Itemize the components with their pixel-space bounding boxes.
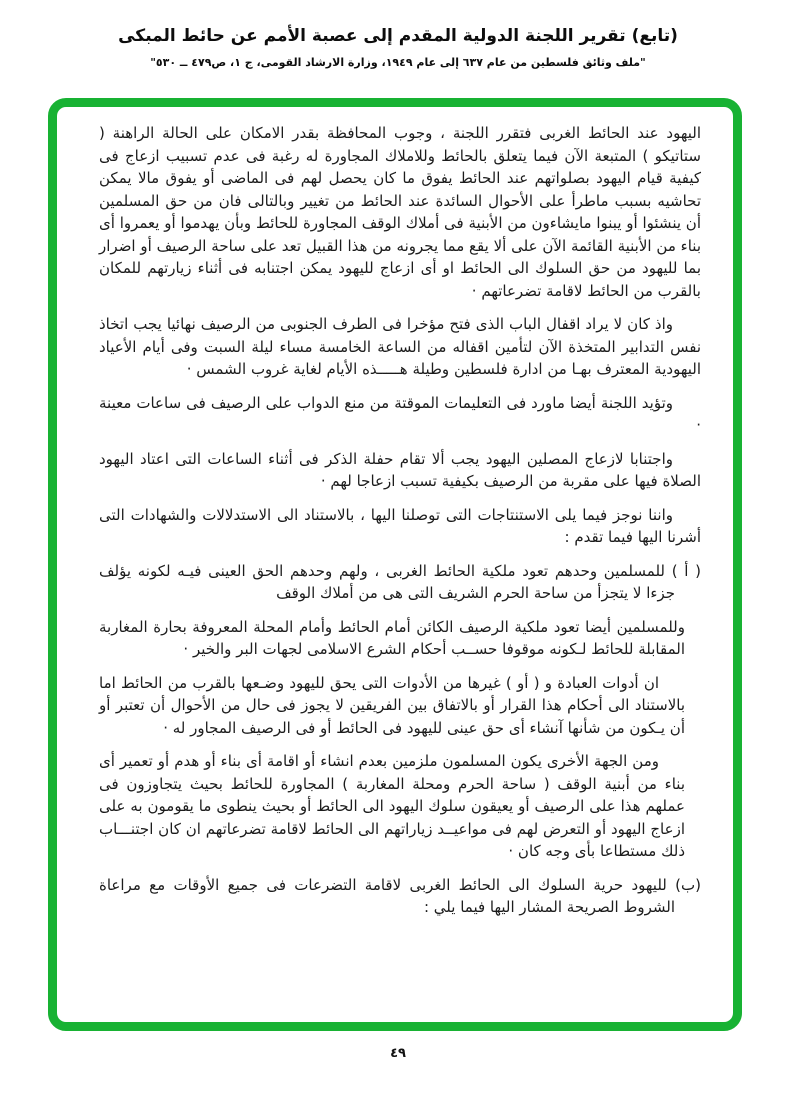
- list-item-a: ( أ ) للمسلمين وحدهم تعود ملكية الحائط الغربى ، ولهم وحدهم الحق العينى فيـه لكونه يؤلف جزءا لا يتجزأ من ساحة الحرم الشريف التى هى من أملاك الوقف: [99, 561, 701, 602]
- paragraph: واننا نوجز فيما يلى الاستنتاجات التى توصلنا اليها ، بالاستناد الى الاستدلالات والشهادات التى أشرنا اليها فيما تقدم :: [99, 505, 701, 546]
- document-title: (تابع) تقرير اللجنة الدولية المقدم إلى عصبة الأمم عن حائط المبكى: [118, 26, 678, 46]
- paragraph: ان أدوات العبادة و ( أو ) غيرها من الأدوات التى يحق لليهود وضـعها بالقرب من الحائط اما بالاستناد الى أحكام هذا القرار أو بالاتفاق بين الفريقين لا يجوز فى حال من الأحوال أن تعتبر أو أن يـكون من شأنها آنشاء أى حق عينى لليهود فى الحائط أو فى الرصيف المجاور له ·: [99, 673, 685, 737]
- page-number: ٤٩: [390, 1046, 406, 1061]
- paragraph: واذ كان لا يراد اقفال الباب الذى فتح مؤخرا فى الطرف الجنوبى من الرصيف نهائيا يجب اتخاذ نفس التدابير المتخذة الآن لتأمين اقفاله من الساعة الخامسة مساء ليلة السبت وفى أيام الأعياد اليهودية المعترف بهـا من ادارة فلسطين وطيلة هـــــذه الأيام لغاية غروب الشمس ·: [99, 315, 701, 378]
- document-subtitle: "ملف وثائق فلسطين من عام ٦٣٧ إلى عام ١٩٤٩، وزارة الارشاد القومى، ج ١، ص٤٧٩ ــ ٥٣٠": [150, 56, 646, 69]
- highlight-frame: [48, 98, 742, 1031]
- paragraph-continuation: اليهود عند الحائط الغربى فتقرر اللجنة ، وجوب المحافظة بقدر الامكان على الحالة الراهنة ( ستاتيكو ) المتبعة الآن فيما يتعلق بالحائط وللاملاك المجاورة له رغبة فى عدم تسبيب ازعاج فى كيفية قيام اليهود بصلواتهم عند الحائط يفوق ما كان يحصل لهم فى الماضى أو يفوق مالا يمكن تحاشيه بسبب ماطرأ على الأحوال السائدة عند الحائط من تغيير وبالتالى فان من حق المسلمين أن ينشئوا أو يبنوا مايشاءون من الأبنية فى أملاك الوقف المجاورة للحائط وبأن يهدموا أو يعمروا أى بناء من الأبنية القائمة الآن على ألا يقع مما يجرونه من هذا القبيل تعد على ساحة الرصيف أو اضرار بما لليهود من حق السلوك الى الحائط او أى ازعاج لليهود يمكن اجتنابه فى أثناء زيارتهم للمكان بالقرب من الحائط لاقامة تضرعاتهم ·: [99, 124, 701, 300]
- paragraph: وتؤيد اللجنة أيضا ماورد فى التعليمات الموقتة من منع الدواب على الرصيف فى ساعات معينة ·: [99, 393, 701, 434]
- document-body: [57, 107, 733, 1022]
- paragraph: وللمسلمين أيضا تعود ملكية الرصيف الكائن أمام الحائط وأمام المحلة المعروفة بحارة المغاربة المقابلة للحائط لـكونه موقوفا حســب أحكام الشرع الاسلامى لجهات البر والخير ·: [99, 617, 685, 658]
- paragraph: ومن الجهة الأخرى يكون المسلمون ملزمين بعدم انشاء أو اقامة أى بناء أو هدم أو تعمير أى بناء من أبنية الوقف ( ساحة الحرم ومحلة المغاربة ) المجاورة للحائط بحيث يتجاوزون فى عملهم هذا على الرصيف أو يعيقون سلوك اليهود الى الحائط أو بحيث ينطوى ما يقومون به على ازعاج اليهود أو التعرض لهم فى مواعيــد زياراتهم الى الحائط لاقامة تضرعاتهم ان كان اجتنـــاب ذلك مستطاعا بأى وجه كان ·: [99, 752, 685, 860]
- paragraph: واجتنابا لازعاج المصلين اليهود يجب ألا تقام حفلة الذكر فى أثناء الساعات التى اعتاد اليهود الصلاة فيها على مقربة من الرصيف بكيفية تسبب ازعاجا لهم ·: [99, 449, 701, 490]
- document-header: [0, 26, 796, 69]
- list-item-b: (ب) لليهود حرية السلوك الى الحائط الغربى لاقامة التضرعات فى جميع الأوقات مع مراعاة الشروط الصريحة المشار اليها فيما يلي :: [99, 875, 701, 916]
